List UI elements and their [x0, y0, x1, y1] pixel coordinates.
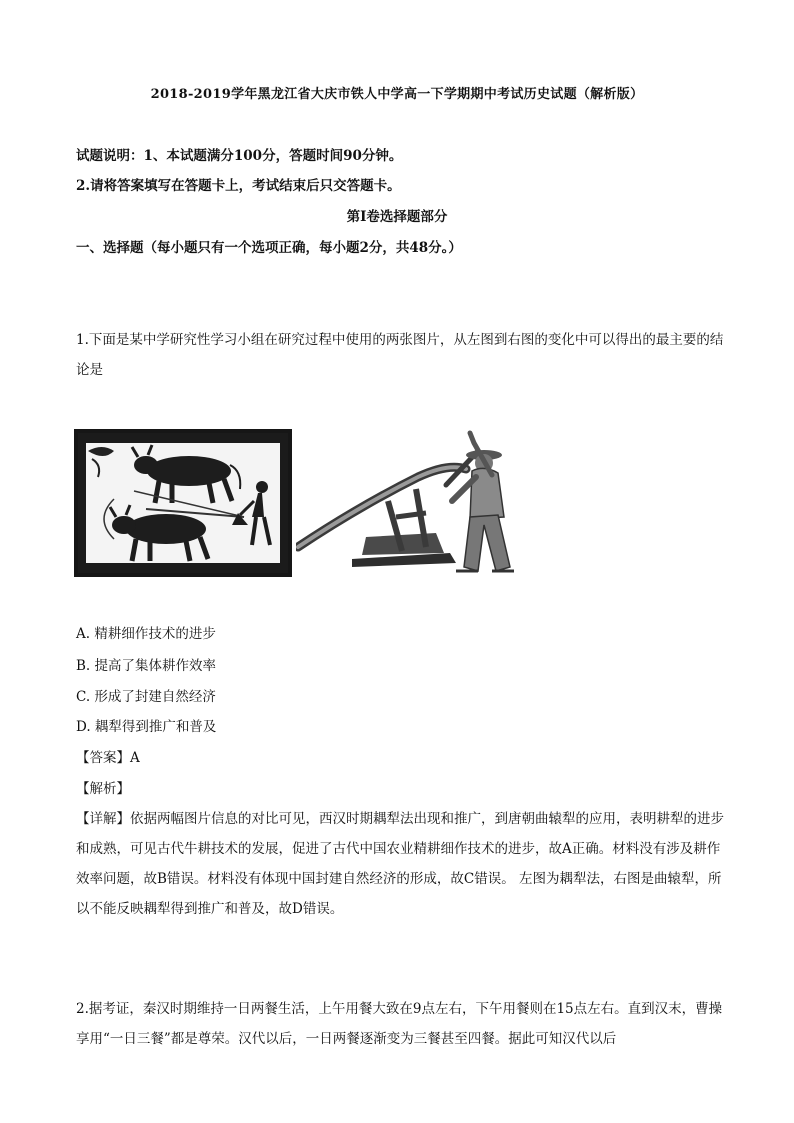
- question-1-analysis-label: 【解析】: [76, 781, 130, 797]
- instruction-line-2: 2.请将答案填写在答题卡上，考试结束后只交答题卡。: [76, 178, 401, 194]
- question-1-detail: 【详解】依据两幅图片信息的对比可见，西汉时期耦犁法出现和推广，到唐朝曲辕犁的应用，表明耕犁的进步和成熟，可见古代牛耕技术的发展，促进了古代中国农业精耕细作技术的进步，故A正确。材料没有涉及耕作效率问题，故B错误。材料没有体现中国封建自然经济的形成，故C错误。 左图为耦犁法，右图是曲辕犁，所以不能反映耦犁得到推广和普及，故D错误。: [76, 811, 724, 917]
- ox-plough-woodcut-icon: [74, 429, 292, 577]
- question-1-option-b: B. 提高了集体耕作效率: [76, 658, 217, 674]
- curved-plough-farmer-icon: [296, 425, 556, 585]
- part-heading: 一、选择题（每小题只有一个选项正确，每小题2分，共48分。）: [76, 240, 462, 256]
- document-title: 2018-2019学年黑龙江省大庆市铁人中学高一下学期期中考试历史试题（解析版）: [150, 87, 644, 102]
- question-1-figure: [74, 425, 554, 585]
- question-1-option-a: A. 精耕细作技术的进步: [76, 626, 216, 642]
- instruction-line-1: 试题说明：1、本试题满分100分，答题时间90分钟。: [76, 148, 403, 164]
- question-1-stem: 1.下面是某中学研究性学习小组在研究过程中使用的两张图片，从左图到右图的变化中可以得出的最主要的结论是: [76, 332, 724, 378]
- question-2-stem: 2.据考证，秦汉时期维持一日两餐生活，上午用餐大致在9点左右，下午用餐则在15点左右。直到汉末，曹操享用“一日三餐”都是尊荣。汉代以后，一日两餐逐渐变为三餐甚至四餐。据此可知汉代以后: [76, 1001, 723, 1047]
- section-title: 第Ⅰ卷选择题部分: [346, 209, 448, 225]
- question-1-option-d: D. 耦犁得到推广和普及: [76, 719, 217, 735]
- question-1-answer: 【答案】A: [76, 750, 140, 766]
- question-1-option-c: C. 形成了封建自然经济: [76, 689, 216, 705]
